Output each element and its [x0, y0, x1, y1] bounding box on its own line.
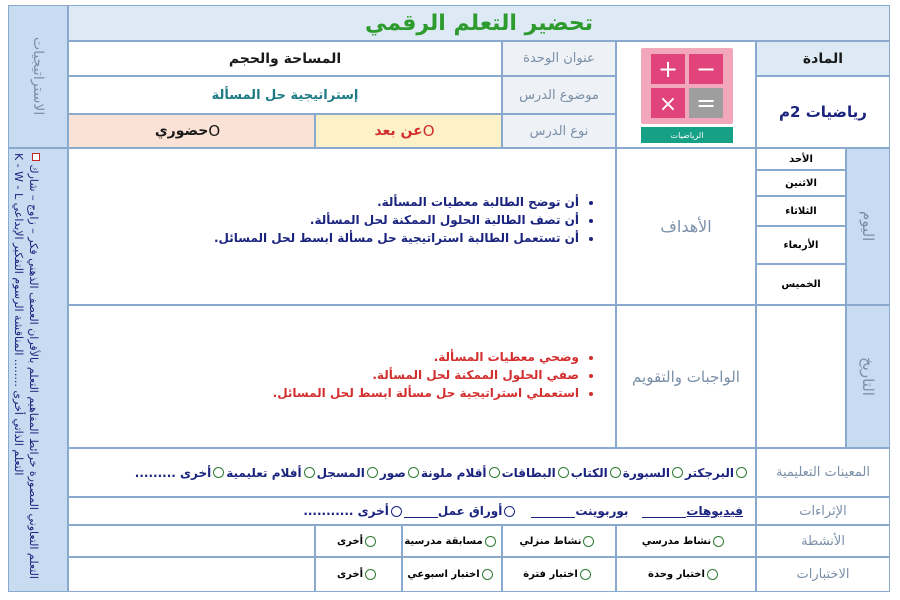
topic-value-cell [68, 76, 502, 114]
subject-value-cell [756, 76, 890, 148]
subject-icon-caption: الرياضيات [641, 127, 733, 143]
strategies-header [8, 5, 68, 148]
aids-label: المعينات التعليمية [776, 465, 870, 480]
date-value-cell[interactable] [756, 305, 846, 448]
unit-value: المساحة والحجم [228, 50, 342, 67]
objectives-label-cell [616, 148, 756, 305]
test-other[interactable]: أخرى [315, 557, 402, 592]
homework-list [69, 348, 597, 402]
test-radio-icon[interactable] [707, 569, 718, 580]
subject-value: رياضيات 2م [779, 103, 867, 121]
activity-radio-icon[interactable] [713, 536, 724, 547]
day-wednesday[interactable]: الأربعاء [756, 226, 846, 264]
svg-text:+: + [657, 55, 679, 83]
enrichment-blank[interactable] [531, 505, 575, 518]
day-thursday[interactable]: الخميس [756, 264, 846, 305]
enrichment-content [68, 497, 756, 525]
activity-contest[interactable]: مسابقة مدرسية [402, 525, 502, 557]
homework-label: الواجبات والتقويم [632, 367, 740, 386]
test-radio-icon[interactable] [365, 569, 376, 580]
enrichment-radio-icon[interactable] [391, 506, 402, 517]
enrichment-label-cell [756, 497, 890, 525]
aid-radio-icon[interactable] [736, 467, 747, 478]
activity-empty [68, 525, 315, 557]
topic-label-cell [502, 76, 616, 114]
enrichment-worksheets[interactable]: أوراق عمل [437, 504, 503, 518]
subject-icon-cell [616, 41, 756, 148]
activity-radio-icon[interactable] [583, 536, 594, 547]
lesson-type-presence[interactable]: حضوري O [68, 114, 315, 148]
aid-item: صور [379, 465, 406, 480]
aid-item: أفلام تعليمية [226, 465, 302, 480]
enrichment-powerpoint[interactable]: بوربوينت [575, 504, 629, 518]
objectives-content [68, 148, 616, 305]
day-label: اليوم [859, 211, 877, 242]
subject-label-cell [756, 41, 890, 76]
activities-label: الأنشطة [801, 533, 845, 549]
svg-text:×: × [658, 92, 678, 117]
objectives-label: الأهداف [660, 217, 712, 236]
svg-text:−: − [695, 55, 717, 83]
aid-radio-icon[interactable] [672, 467, 683, 478]
enrichment-videos[interactable]: فيديوهات [686, 504, 743, 518]
aid-radio-icon[interactable] [367, 467, 378, 478]
remote-circle[interactable]: O [422, 122, 435, 140]
test-weekly[interactable]: اختبار اسبوعي [402, 557, 502, 592]
homework-item: • استعملي استراتيجية حل مسألة ابسط لحل المسائل. [69, 384, 579, 402]
tests-label-cell [756, 557, 890, 592]
date-label-cell [846, 305, 890, 448]
aids-label-cell [756, 448, 890, 497]
activity-radio-icon[interactable] [365, 536, 376, 547]
enrichment-label: الإثراءات [799, 503, 847, 519]
unit-label-cell [502, 41, 616, 76]
homework-label-cell [616, 305, 756, 448]
page-title: تحضير التعلم الرقمي [364, 10, 594, 36]
activity-home[interactable]: نشاط منزلي [502, 525, 616, 557]
calculator-icon [641, 48, 733, 124]
aid-item: أقلام ملونة [420, 465, 487, 480]
aid-radio-icon[interactable] [489, 467, 500, 478]
activity-other[interactable]: أخرى [315, 525, 402, 557]
homework-item: • صفي الحلول الممكنة لحل المسألة. [69, 366, 579, 384]
aid-item: أخرى ......... [134, 465, 212, 480]
strategies-label: الاستراتيجيات [30, 37, 46, 116]
objectives-list [69, 193, 597, 247]
homework-item: • وضحي معطيات المسألة. [69, 348, 579, 366]
aid-item: الكتاب [570, 465, 608, 480]
activity-school[interactable]: نشاط مدرسي [616, 525, 756, 557]
day-monday[interactable]: الاثنين [756, 170, 846, 196]
homework-content [68, 305, 616, 448]
activities-label-cell [756, 525, 890, 557]
presence-circle[interactable]: O [208, 122, 221, 140]
enrichment-blank[interactable] [404, 505, 438, 518]
svg-text:=: = [695, 89, 717, 117]
subject-label: المادة [802, 50, 844, 67]
unit-value-cell [68, 41, 502, 76]
aid-radio-icon[interactable] [408, 467, 419, 478]
aid-radio-icon[interactable] [213, 467, 224, 478]
aid-radio-icon[interactable] [558, 467, 569, 478]
aid-radio-icon[interactable] [610, 467, 621, 478]
test-radio-icon[interactable] [580, 569, 591, 580]
day-label-cell [846, 148, 890, 305]
objective-item: • أن تصف الطالبة الحلول الممكنة لحل المسألة. [69, 211, 579, 229]
aid-item: البرجكتر [685, 465, 734, 480]
unit-label: عنوان الوحدة [523, 51, 595, 66]
date-label: التاريخ [859, 357, 877, 396]
lesson-type-remote[interactable]: عن بعد O [315, 114, 502, 148]
enrichment-blank[interactable] [642, 505, 686, 518]
test-radio-icon[interactable] [482, 569, 493, 580]
checkbox-icon[interactable] [32, 153, 40, 161]
enrichment-other[interactable]: أخرى ........... [303, 504, 389, 518]
test-empty [68, 557, 315, 592]
day-tuesday[interactable]: الثلاثاء [756, 196, 846, 226]
topic-label: موضوع الدرس [519, 87, 599, 103]
activity-radio-icon[interactable] [485, 536, 496, 547]
strategies-items: التعلم التعاوني المصورة خرائط المفاهيم التعلم بالأقران العصف الذهني فكر – زاوج – شارك K - W - L التعلم الذاتي أخرى ........ المناقشة الرسوم التفكير الإبداعي [12, 153, 40, 579]
test-unit[interactable]: اختبار وحدة [616, 557, 756, 592]
objective-item: • أن توضح الطالبة معطيات المسألة. [69, 193, 579, 211]
objective-item: • أن تستعمل الطالبة استراتيجية حل مسألة ابسط لحل المسائل. [69, 229, 579, 247]
strategies-text [11, 153, 42, 587]
strategies-list [8, 148, 68, 592]
aid-item: البطاقات [501, 465, 556, 480]
aids-content [68, 448, 756, 497]
day-sunday[interactable]: الأحد [756, 148, 846, 170]
lesson-type-label-cell [502, 114, 616, 148]
lesson-type-label: نوع الدرس [529, 123, 589, 139]
aid-item: المسجل [316, 465, 365, 480]
tests-label: الاختبارات [796, 567, 850, 582]
topic-value: إستراتيجية حل المسألة [211, 87, 359, 103]
title-bar [68, 5, 890, 41]
enrichment-radio-icon[interactable] [504, 506, 515, 517]
aid-item: السبورة [622, 465, 671, 480]
aid-radio-icon[interactable] [304, 467, 315, 478]
test-term[interactable]: اختبار فترة [502, 557, 616, 592]
